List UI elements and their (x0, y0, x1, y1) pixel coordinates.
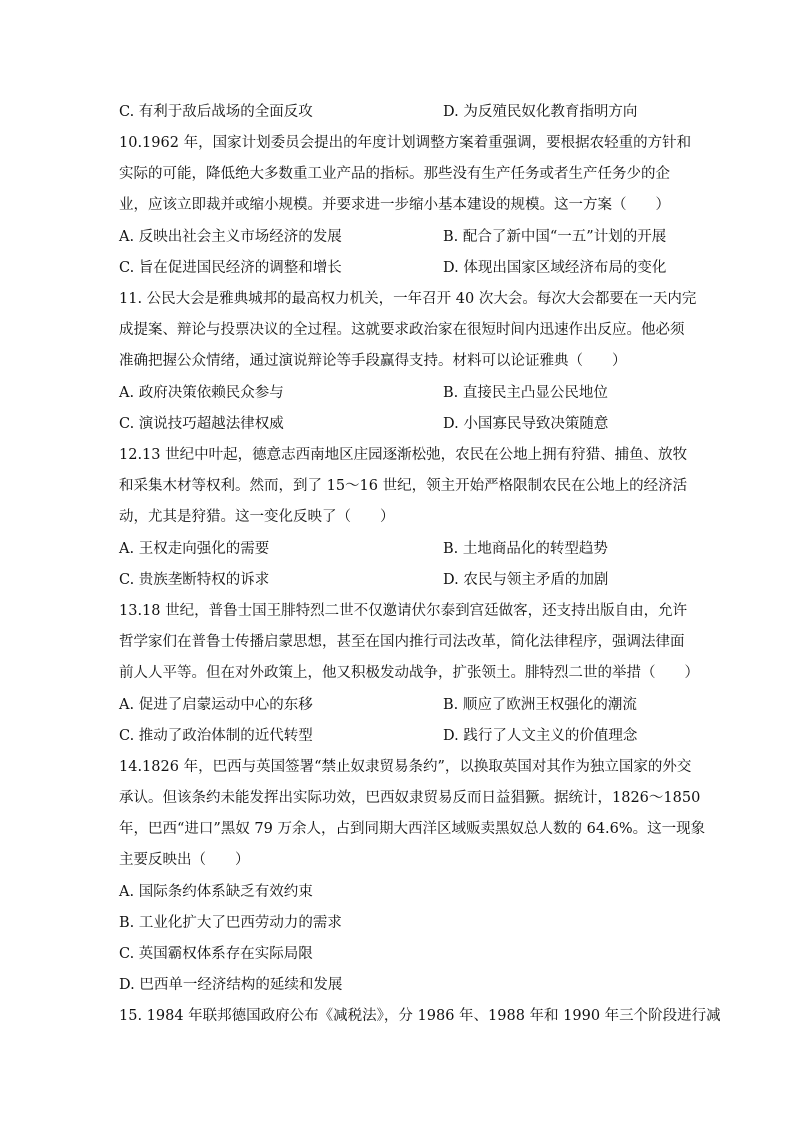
q13-option-a: A. 促进了启蒙运动中心的东移 (119, 697, 313, 713)
q10-options-row-1 (119, 227, 679, 247)
option-d: D. 为反殖民奴化教育指明方向 (443, 104, 638, 120)
q13-options-row-1 (119, 695, 679, 715)
q12-option-b: B. 土地商品化的转型趋势 (443, 541, 608, 557)
q11-option-c: C. 演说技巧超越法律权威 (119, 416, 284, 432)
q12-option-d: D. 农民与领主矛盾的加剧 (443, 572, 609, 588)
q14-option-a: A. 国际条约体系缺乏有效约束 (119, 884, 313, 900)
prev-question-options-row (119, 102, 679, 122)
q10-option-c: C. 旨在促进国民经济的调整和增长 (119, 260, 342, 276)
option-c: C. 有利于敌后战场的全面反攻 (119, 104, 313, 120)
q13-options-row-2 (119, 726, 679, 746)
q14-option-c: C. 英国霸权体系存在实际局限 (119, 946, 313, 962)
q14-stem-line-3: 年，巴西“进口”黑奴 79 万余人，占到同期大西洋区域贩卖黑奴总人数的 64.6%。这一现象 (119, 821, 706, 837)
q11-options-row-2 (119, 414, 679, 434)
q14-option-d: D. 巴西单一经济结构的延续和发展 (119, 977, 343, 993)
q12-stem-line-1: 12.13 世纪中叶起，德意志西南地区庄园逐渐松弛，农民在公地上拥有狩猎、捕鱼、放牧 (119, 447, 688, 463)
q11-option-b: B. 直接民主凸显公民地位 (443, 385, 608, 401)
q12-option-a: A. 王权走向强化的需要 (119, 541, 270, 557)
q10-stem-line-3: 业，应该立即裁并或缩小规模。并要求进一步缩小基本建设的规模。这一方案（ ） (119, 197, 670, 213)
q10-option-a: A. 反映出社会主义市场经济的发展 (119, 229, 342, 245)
q11-options-row-1 (119, 383, 679, 403)
q13-option-b: B. 顺应了欧洲王权强化的潮流 (443, 697, 637, 713)
q11-stem-line-3: 准确把握公众情绪，通过演说辩论等手段赢得支持。材料可以论证雅典（ ） (119, 353, 627, 369)
q12-option-c: C. 贵族垄断特权的诉求 (119, 572, 270, 588)
q13-stem-line-1: 13.18 世纪，普鲁士国王腓特烈二世不仅邀请伏尔泰到宫廷做客，还支持出版自由，允许 (119, 603, 688, 619)
q10-stem-line-2: 实际的可能，降低绝大多数重工业产品的指标。那些没有生产任务或者生产任务少的企 (119, 166, 670, 182)
q14-stem-line-4: 主要反映出（ ） (119, 852, 250, 868)
q11-stem-line-2: 成提案、辩论与投票决议的全过程。这就要求政治家在很短时间内迅速作出反应。他必须 (119, 322, 685, 338)
q13-option-d: D. 践行了人文主义的价值理念 (443, 728, 638, 744)
q12-stem-line-3: 动，尤其是狩猎。这一变化反映了（ ） (119, 509, 395, 525)
q12-stem-line-2: 和采集木材等权利。然而，到了 15～16 世纪，领主开始严格限制农民在公地上的经济活 (119, 478, 688, 494)
q10-option-d: D. 体现出国家区域经济布局的变化 (443, 260, 667, 276)
q11-stem-line-1: 11. 公民大会是雅典城邦的最高权力机关，一年召开 40 次大会。每次大会都要在一天内完 (119, 291, 697, 307)
q10-option-b: B. 配合了新中国“一五”计划的开展 (443, 229, 667, 245)
q14-option-b: B. 工业化扩大了巴西劳动力的需求 (119, 915, 342, 931)
q13-option-c: C. 推动了政治体制的近代转型 (119, 728, 313, 744)
q13-stem-line-3: 前人人平等。但在对外政策上，他又积极发动战争，扩张领土。腓特烈二世的举措（ ） (119, 665, 699, 681)
q11-option-a: A. 政府决策依赖民众参与 (119, 385, 284, 401)
q14-stem-line-1: 14.1826 年，巴西与英国签署“禁止奴隶贸易条约”，以换取英国对其作为独立国家的外交 (119, 759, 692, 775)
q10-options-row-2 (119, 258, 679, 278)
q10-stem-line-1: 10.1962 年，国家计划委员会提出的年度计划调整方案着重强调，要根据农轻重的方针和 (119, 135, 692, 151)
q14-stem-line-2: 承认。但该条约未能发挥出实际功效，巴西奴隶贸易反而日益猖獗。据统计，1826～1850 (119, 790, 701, 806)
q13-stem-line-2: 哲学家们在普鲁士传播启蒙思想，甚至在国内推行司法改革，简化法律程序，强调法律面 (119, 634, 685, 650)
q12-options-row-2 (119, 570, 679, 590)
q11-option-d: D. 小国寡民导致决策随意 (443, 416, 609, 432)
q15-stem-line-1: 15. 1984 年联邦德国政府公布《减税法》，分 1986 年、1988 年和 1990 年三个阶段进行减 (119, 1008, 721, 1024)
q12-options-row-1 (119, 539, 679, 559)
